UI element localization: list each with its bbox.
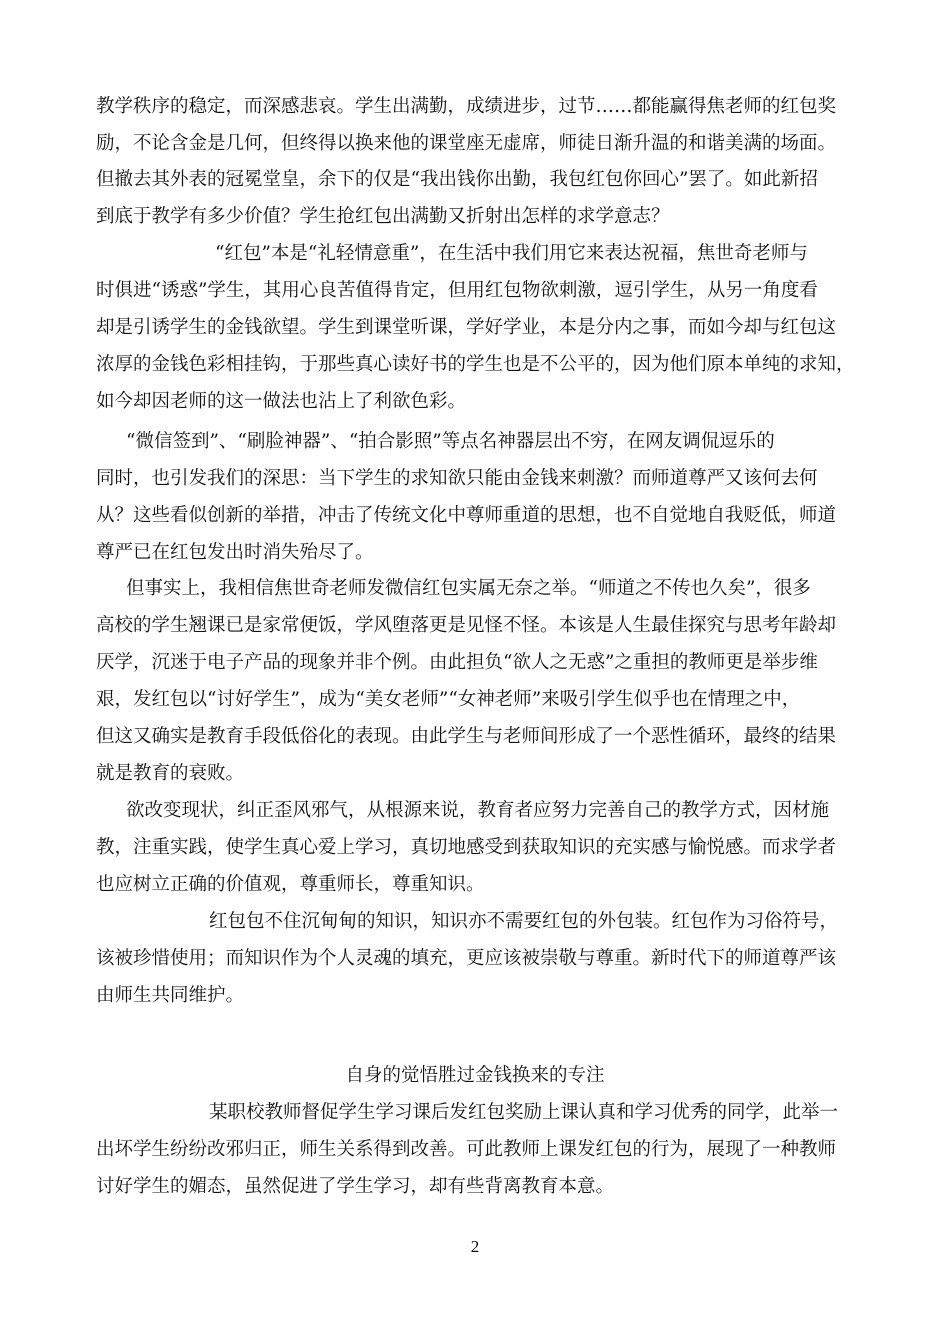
page-number: 2 <box>470 1237 480 1256</box>
paragraph-1-line-1: 教学秩序的稳定，而深感悲哀。学生出满勤，成绩进步，过节……都能赢得焦老师的红包奖 <box>96 96 837 117</box>
section-paragraph-line-1: 某职校教师督促学生学习课后发红包奖励上课认真和学习优秀的同学，此举一 <box>209 1102 839 1123</box>
paragraph-2-line-4: 浓厚的金钱色彩相挂钩，于那些真心读好书的学生也是不公平的，因为他们原本单纯的求知， <box>96 354 855 375</box>
paragraph-4-line-2: 高校的学生翘课已是家常便饭，学风堕落更是见怪不怪。本该是人生最佳探究与思考年龄却 <box>96 615 837 636</box>
paragraph-6-line-2: 该被珍惜使用；而知识作为个人灵魂的填充，更应该被崇敬与尊重。新时代下的师道尊严该 <box>96 948 837 969</box>
section-paragraph-line-2: 出坏学生纷纷改邪归正，师生关系得到改善。可此教师上课发红包的行为，展现了一种教师 <box>96 1139 837 1160</box>
paragraph-5-line-1: 欲改变现状，纠正歪风邪气，从根源来说，教育者应努力完善自己的教学方式，因材施 <box>126 800 830 821</box>
paragraph-2-line-2: 时俱进“诱惑”学生，其用心良苦值得肯定，但用红包物欲刺激，逗引学生，从另一角度看 <box>96 280 818 301</box>
section-title: 自身的觉悟胜过金钱换来的专注 <box>345 1065 605 1086</box>
paragraph-4-line-5: 但这又确实是教育手段低俗化的表现。由此学生与老师间形成了一个恶性循环，最终的结果 <box>96 726 837 747</box>
section-paragraph-line-3: 讨好学生的媚态，虽然促进了学生学习，却有些背离教育本意。 <box>96 1176 615 1197</box>
paragraph-3-line-3: 从？这些看似创新的举措，冲击了传统文化中尊师重道的思想，也不自觉地自我贬低，师道 <box>96 505 837 526</box>
paragraph-1-line-3: 但撤去其外表的冠冕堂皇，余下的仅是“我出钱你出勤，我包红包你回心”罢了。如此新招 <box>96 169 818 190</box>
paragraph-4-line-3: 厌学，沉迷于电子产品的现象并非个例。由此担负“欲人之无惑”之重担的教师更是举步维 <box>96 652 818 673</box>
paragraph-3-line-4: 尊严已在红包发出时消失殆尽了。 <box>96 542 374 563</box>
paragraph-1-line-4: 到底于教学有多少价值？学生抢红包出满勤又折射出怎样的求学意志？ <box>96 206 670 227</box>
paragraph-2-line-3: 却是引诱学生的金钱欲望。学生到课堂听课，学好学业，本是分内之事，而如今却与红包这 <box>96 317 837 338</box>
paragraph-4-line-6: 就是教育的衰败。 <box>96 763 245 784</box>
paragraph-2-line-1: “红包”本是“礼轻情意重”，在生活中我们用它来表达祝福，焦世奇老师与 <box>215 243 808 264</box>
paragraph-4-line-1: 但事实上，我相信焦世奇老师发微信红包实属无奈之举。“师道之不传也久矣”，很多 <box>126 578 811 599</box>
paragraph-5-line-3: 也应树立正确的价值观，尊重师长，尊重知识。 <box>96 874 485 895</box>
paragraph-3-line-1: “微信签到”、“刷脸神器”、“拍合影照”等点名神器层出不穷，在网友调侃逗乐的 <box>126 431 775 452</box>
paragraph-2-line-5: 如今却因老师的这一做法也沾上了利欲色彩。 <box>96 391 467 412</box>
paragraph-1-line-2: 励，不论含金是几何，但终得以换来他的课堂座无虚席，师徒日渐升温的和谐美满的场面。 <box>96 133 837 154</box>
paragraph-6-line-1: 红包包不住沉甸甸的知识，知识亦不需要红包的外包装。红包作为习俗符号， <box>209 911 839 932</box>
paragraph-4-line-4: 艰，发红包以“讨好学生”，成为“美女老师”“女神老师”来吸引学生似乎也在情理之中， <box>96 689 801 710</box>
paragraph-6-line-3: 由师生共同维护。 <box>96 985 245 1006</box>
paragraph-5-line-2: 教，注重实践，使学生真心爱上学习，真切地感受到获取知识的充实感与愉悦感。而求学者 <box>96 837 837 858</box>
paragraph-3-line-2: 同时，也引发我们的深思：当下学生的求知欲只能由金钱来刺激？而师道尊严又该何去何 <box>96 468 818 489</box>
